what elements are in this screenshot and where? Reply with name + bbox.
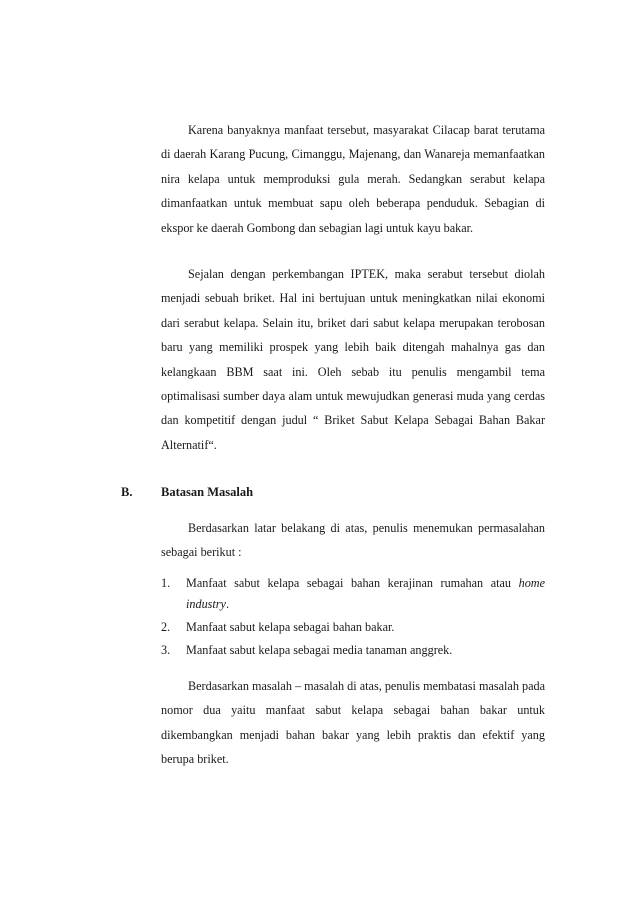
- list-item: 1. Manfaat sabut kelapa sebagai bahan kerajinan rumahan atau home industry.: [161, 576, 545, 611]
- list-item: 3. Manfaat sabut kelapa sebagai media tanaman anggrek.: [161, 643, 453, 657]
- paragraph-berdasarkan: Berdasarkan latar belakang di atas, penulis menemukan permasalahan sebagai berikut :: [161, 521, 545, 560]
- paragraph-batasan: Berdasarkan masalah – masalah di atas, penulis membatasi masalah pada nomor dua yaitu manfaat sabut kelapa sebagai bahan bakar untuk dikembangkan menjadi bahan bakar yang lebih praktis dan efektif yang berupa briket.: [161, 679, 545, 767]
- problem-list: [161, 573, 545, 663]
- list-item: 2. Manfaat sabut kelapa sebagai bahan bakar.: [161, 620, 395, 634]
- paragraph-karena: Karena banyaknya manfaat tersebut, masyarakat Cilacap barat terutama di daerah Karang Pucung, Cimanggu, Majenang, dan Wanareja memanfaatkan nira kelapa untuk memproduksi gula merah. Sedangkan serabut kelapa dimanfaatkan untuk membuat sapu oleh beberapa penduduk. Sebagian di ekspor ke daerah Gombong dan sebagian lagi untuk kayu bakar.: [161, 123, 545, 235]
- paragraph-sejalan: Sejalan dengan perkembangan IPTEK, maka serabut tersebut diolah menjadi sebuah briket. Hal ini bertujuan untuk meningkatkan nilai ekonomi dari serabut kelapa. Selain itu, briket dari sabut kelapa merupakan terobosan baru yang memiliki prospek yang lebih baik ditengah mahalnya gas dan kelangkaan BBM saat ini. Oleh sebab itu penulis mengambil tema optimalisasi sumber daya alam untuk mewujudkan generasi muda yang cerdas dan kompetitif dengan judul “ Briket Sabut Kelapa Sebagai Bahan Bakar Alternatif“.: [161, 267, 545, 452]
- section-number: B.: [121, 485, 133, 499]
- section-title: Batasan Masalah: [161, 485, 254, 499]
